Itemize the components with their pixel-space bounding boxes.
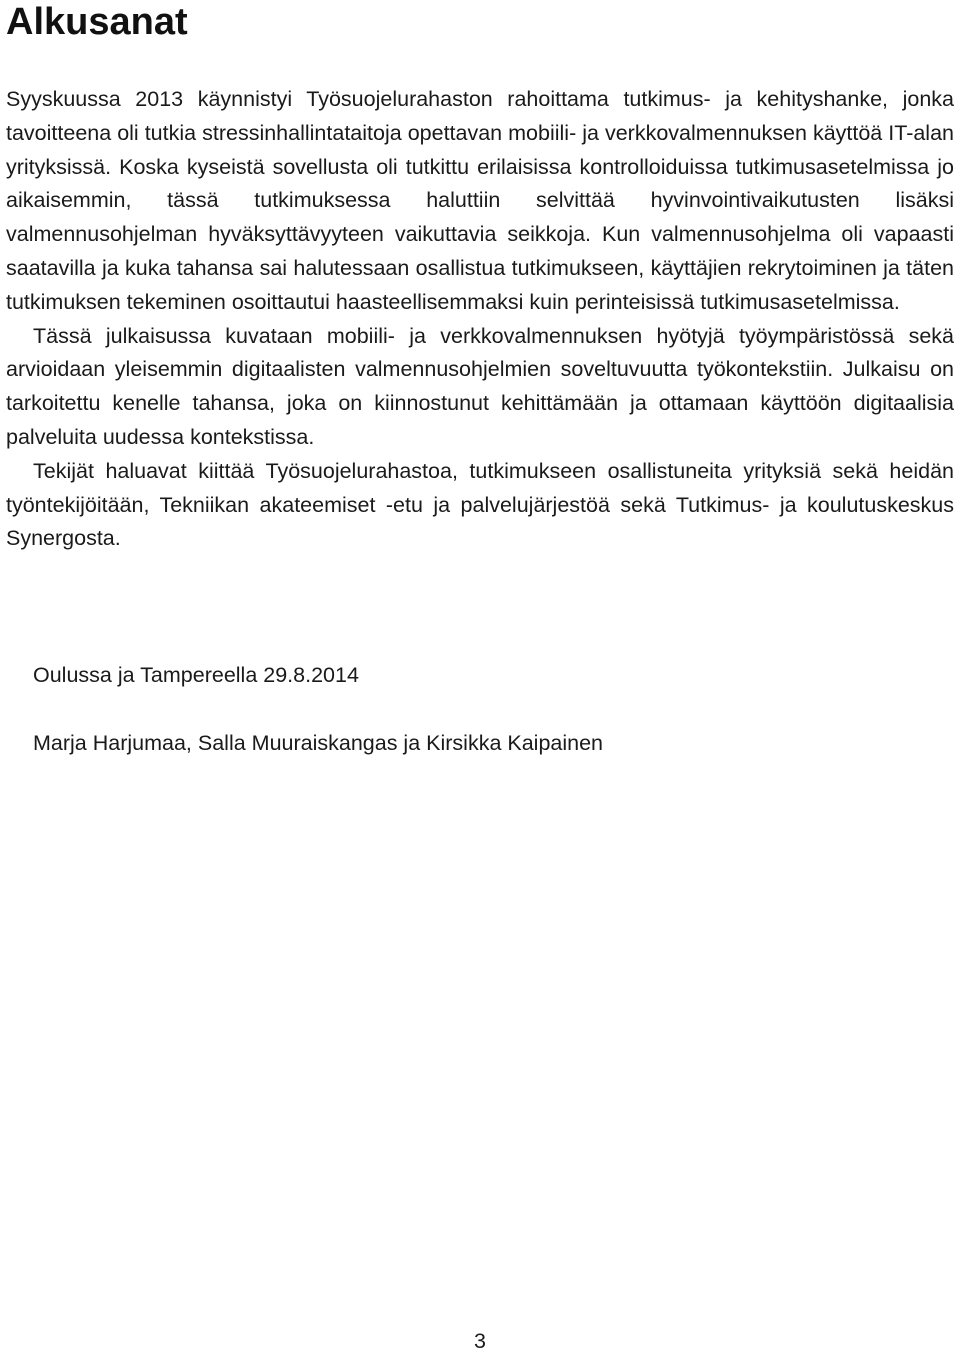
paragraph-intro: Syyskuussa 2013 käynnistyi Työsuojelurahaston rahoittama tutkimus- ja kehityshanke, jonka tavoitteena oli tutkia stressinhallintataitoja opettavan mobiili- ja verkkovalmennuksen käyttöä IT-alan yrityksissä. Koska kyseistä sovellusta oli tutkittu erilaisissa kontrolloiduissa tutkimusasetelmissa jo aikaisemmin, tässä tutkimuksessa haluttiin selvittää hyvinvointivaikutusten lisäksi valmennusohjelman hyväksyttävyyteen vaikuttavia seikkoja. Kun valmennusohjelma oli vapaasti saatavilla ja kuka tahansa sai halutessaan osallistua tutkimukseen, käyttäjien rekrytoiminen ja täten tutkimuksen tekeminen osoittautui haasteellisemmaksi kuin perinteisissä tutkimusasetelmissa.	[6, 87, 954, 314]
authors: Marja Harjumaa, Salla Muuraiskangas ja Kirsikka Kaipainen	[33, 731, 604, 755]
body-text	[6, 83, 954, 556]
paragraph-acknowledgements: Tekijät haluavat kiittää Työsuojelurahastoa, tutkimukseen osallistuneita yrityksiä sekä heidän työntekijöitään, Tekniikan akateemiset -etu ja palvelujärjestöä sekä Tutkimus- ja koulutuskeskus Synergosta.	[6, 458, 954, 551]
page-number: 3	[474, 1329, 486, 1353]
paragraph-publication: Tässä julkaisussa kuvataan mobiili- ja verkkovalmennuksen hyötyjä työympäristössä sekä arvioidaan yleisemmin digitaalisten valmennusohjelmien soveltuvuutta työkontekstiin. Julkaisu on tarkoitettu kenelle tahansa, joka on kiinnostunut kehittämään ja ottamaan käyttöön digitaalisia palveluita uudessa kontekstissa.	[6, 323, 954, 449]
place-date: Oulussa ja Tampereella 29.8.2014	[33, 663, 359, 687]
page-title: Alkusanat	[6, 1, 188, 43]
